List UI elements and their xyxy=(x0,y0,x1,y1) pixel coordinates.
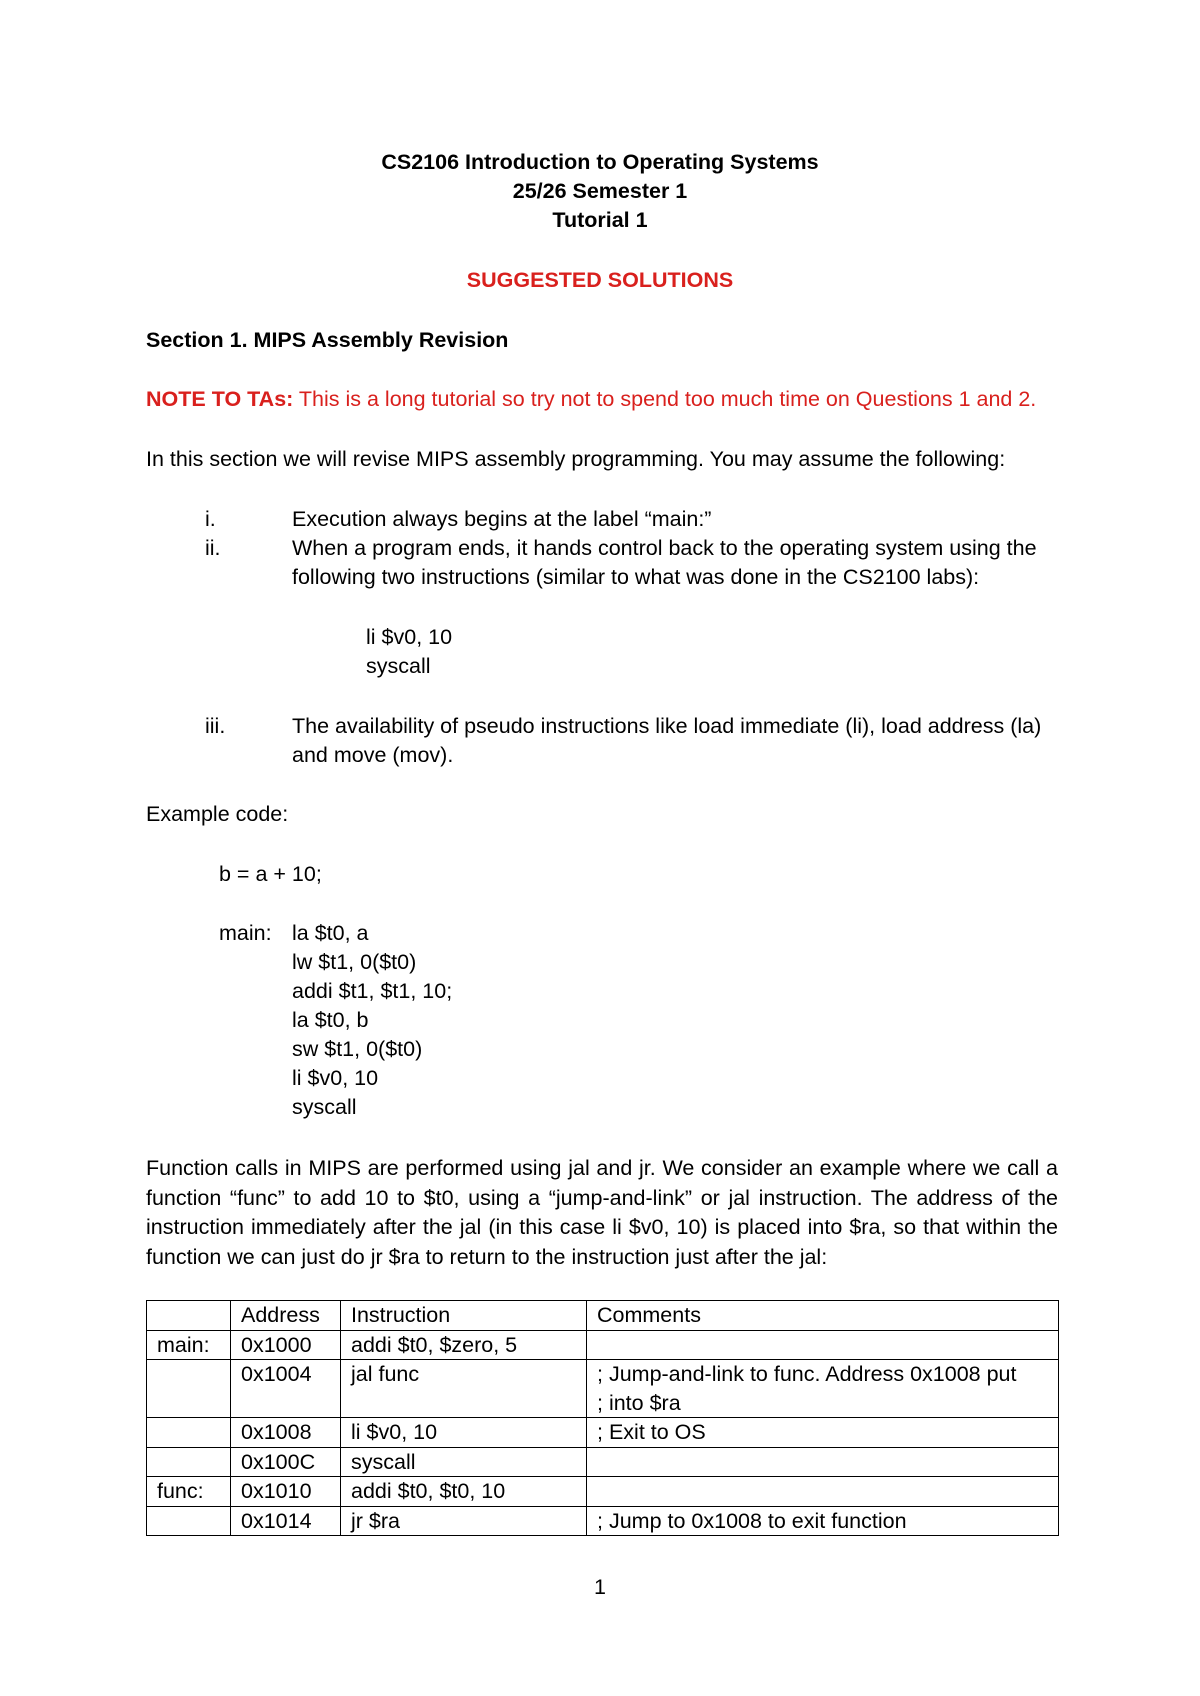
code-line: sw $t1, 0($t0) xyxy=(292,1037,423,1061)
instruction-cell: addi $t0, $t0, 10 xyxy=(341,1477,587,1507)
instruction-cell: jal func xyxy=(341,1360,587,1418)
table-header-cell: Address xyxy=(231,1301,341,1331)
code-line: lw $t1, 0($t0) xyxy=(292,950,417,974)
table-row xyxy=(147,1360,1059,1418)
ta-note-text: This is a long tutorial so try not to spend too much time on Questions 1 and 2. xyxy=(293,387,1037,411)
suggested-solutions-banner: SUGGESTED SOLUTIONS xyxy=(466,268,734,292)
ta-note xyxy=(146,385,1036,415)
assumption-number: ii. xyxy=(205,536,221,560)
instruction-cell: li $v0, 10 xyxy=(341,1418,587,1448)
tutorial-line: Tutorial 1 xyxy=(552,208,648,232)
code-line: addi $t1, $t1, 10; xyxy=(292,979,453,1003)
exit-code-line: syscall xyxy=(366,654,431,678)
table-header-cell: Instruction xyxy=(341,1301,587,1331)
code-label-main: main: xyxy=(219,921,272,945)
table-row xyxy=(147,1330,1059,1360)
address-cell: 0x1008 xyxy=(231,1418,341,1448)
table-row xyxy=(147,1477,1059,1507)
label-cell: main: xyxy=(147,1330,231,1360)
assumption-number: iii. xyxy=(205,714,226,738)
comment-cell xyxy=(587,1330,1059,1360)
exit-code-line: li $v0, 10 xyxy=(366,625,453,649)
section-title: Section 1. MIPS Assembly Revision xyxy=(146,328,509,352)
intro-paragraph: In this section we will revise MIPS assembly programming. You may assume the following: xyxy=(146,447,1006,471)
address-cell: 0x1000 xyxy=(231,1330,341,1360)
table-row xyxy=(147,1418,1059,1448)
comment-cell: ; Exit to OS xyxy=(587,1418,1059,1448)
address-cell: 0x100C xyxy=(231,1447,341,1477)
label-cell xyxy=(147,1360,231,1418)
address-cell: 0x1014 xyxy=(231,1506,341,1536)
instruction-cell: jr $ra xyxy=(341,1506,587,1536)
function-call-paragraph: Function calls in MIPS are performed using jal and jr. We consider an example where we call a function “func” to add 10 to $t0, using a “jump-and-link” or jal instruction. The address of the instruction immediately after the jal (in this case li $v0, 10) is placed into $ra, so that within the function we can just do jr $ra to return to the instruction just after the jal: xyxy=(146,1156,1058,1269)
comment-cell: ; Jump-and-link to func. Address 0x1008 put ; into $ra xyxy=(587,1360,1059,1418)
code-line: syscall xyxy=(292,1095,357,1119)
example-statement: b = a + 10; xyxy=(219,862,322,886)
assumption-line: The availability of pseudo instructions like load immediate (li), load address (la) xyxy=(292,714,1042,738)
code-line: la $t0, b xyxy=(292,1008,369,1032)
table-header-row xyxy=(147,1301,1059,1331)
label-cell xyxy=(147,1506,231,1536)
assumption-line: When a program ends, it hands control back to the operating system using the xyxy=(292,536,1037,560)
table-row xyxy=(147,1447,1059,1477)
page-number: 1 xyxy=(594,1575,606,1599)
instruction-cell: addi $t0, $zero, 5 xyxy=(341,1330,587,1360)
label-cell xyxy=(147,1418,231,1448)
comment-cell xyxy=(587,1447,1059,1477)
assumption-line: and move (mov). xyxy=(292,743,454,767)
address-cell: 0x1010 xyxy=(231,1477,341,1507)
comment-cell xyxy=(587,1477,1059,1507)
table-row xyxy=(147,1506,1059,1536)
assumption-number: i. xyxy=(205,507,216,531)
code-line: la $t0, a xyxy=(292,921,369,945)
table-header-cell: Comments xyxy=(587,1301,1059,1331)
code-line: li $v0, 10 xyxy=(292,1066,379,1090)
label-cell: func: xyxy=(147,1477,231,1507)
table-header-cell xyxy=(147,1301,231,1331)
function-call-table xyxy=(146,1300,1059,1536)
ta-note-label: NOTE TO TAs: xyxy=(146,387,294,411)
label-cell xyxy=(147,1447,231,1477)
comment-cell: ; Jump to 0x1008 to exit function xyxy=(587,1506,1059,1536)
example-label: Example code: xyxy=(146,802,289,826)
assumption-line: following two instructions (similar to what was done in the CS2100 labs): xyxy=(292,565,980,589)
semester-line: 25/26 Semester 1 xyxy=(512,179,688,203)
course-title: CS2106 Introduction to Operating Systems xyxy=(381,150,819,174)
instruction-cell: syscall xyxy=(341,1447,587,1477)
address-cell: 0x1004 xyxy=(231,1360,341,1418)
assumption-line: Execution always begins at the label “main:” xyxy=(292,507,712,531)
